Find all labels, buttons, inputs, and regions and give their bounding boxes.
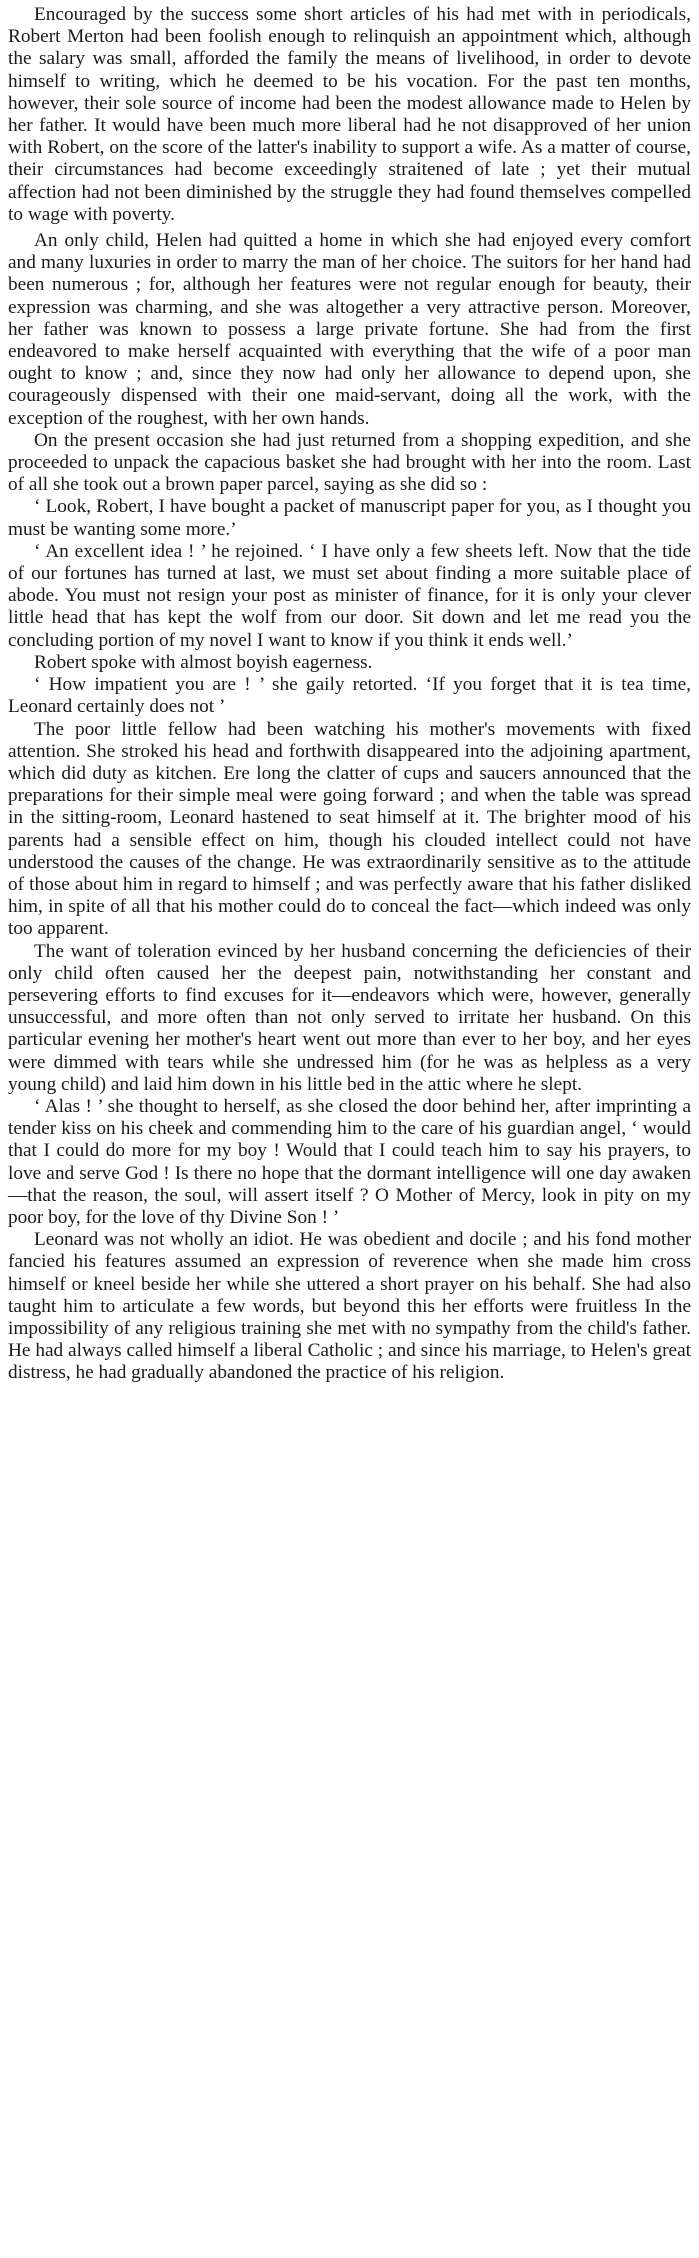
paragraph-4: ‘ Look, Robert, I have bought a packet of manuscript paper for you, as I thought you must be wanting some more.’ bbox=[8, 496, 691, 540]
paragraph-11: Leonard was not wholly an idiot. He was obedient and docile ; and his fond mother fancied his features assumed an expression of reverence when she made him cross himself or kneel beside her while she uttered a short prayer on his behalf. She had also taught him to articulate a few words, but beyond this her efforts were fruitless In the impossibility of any religious training she met with no sympathy from the child's father. He had always called himself a liberal Catholic ; and since his marriage, to Helen's great distress, he had gradually abandoned the practice of his religion. bbox=[8, 1229, 691, 1384]
paragraph-10: ‘ Alas ! ’ she thought to herself, as she closed the door behind her, after imprinting a tender kiss on his cheek and commending him to the care of his guardian angel, ‘ would that I could do more for my boy ! Would that I could teach him to say his prayers, to love and serve God ! Is there no hope that the dormant intelligence will one day awaken—that the reason, the soul, will assert itself ? O Mother of Mercy, look in pity on my poor boy, for the love of thy Divine Son ! ’ bbox=[8, 1095, 691, 1228]
paragraph-9: The want of toleration evinced by her husband concerning the deficiencies of their only child often caused her the deepest pain, notwithstanding her constant and persevering efforts to find excuses for it—endeavors which were, however, generally unsuccessful, and more often than not only served to irritate her husband. On this particular evening her mother's heart went out more than ever to her boy, and her eyes were dimmed with tears while she undressed him (for he was as helpless as a very young child) and laid him down in his little bed in the attic where he slept. bbox=[8, 940, 691, 1095]
paragraph-2: An only child, Helen had quitted a home in which she had enjoyed every comfort and many luxuries in order to marry the man of her choice. The suitors for her hand had been numerous ; for, although her features were not regular enough for beauty, their expression was charming, and she was altogether a very attractive person. Moreover, her father was known to possess a large private fortune. She had from the first endeavored to make herself acquainted with everything that the wife of a poor man ought to know ; and, since they now had only her allowance to depend upon, she courageously dispensed with their one maid-servant, doing all the work, with the exception of the roughest, with her own hands. bbox=[8, 230, 691, 429]
paragraph-7: ‘ How impatient you are ! ’ she gaily retorted. ‘If you forget that it is tea time, Leonard certainly does not ’ bbox=[8, 674, 691, 718]
paragraph-6: Robert spoke with almost boyish eagerness. bbox=[34, 651, 373, 673]
paragraph-1: Encouraged by the success some short articles of his had met with in periodicals, Robert Merton had been foolish enough to relinquish an appointment which, although the salary was small, afforded the family the means of livelihood, in order to devote himself to writing, which he deemed to be his vocation. For the past ten months, however, their sole source of income had been the modest allowance made to Helen by her father. It would have been much more liberal had he not disapproved of her union with Robert, on the score of the latter's inability to support a wife. As a matter of course, their circumstances had become exceedingly straitened of late ; yet their mutual affection had not been diminished by the struggle they had found themselves compelled to wage with poverty. bbox=[8, 4, 691, 225]
paragraph-8: The poor little fellow had been watching his mother's movements with fixed attention. She stroked his head and forthwith disappeared into the adjoining apartment, which did duty as kitchen. Ere long the clatter of cups and saucers announced that the preparations for their simple meal were going forward ; and when the table was spread in the sitting-room, Leonard hastened to seat himself at it. The brighter mood of his parents had a sensible effect on him, though his clouded intellect could not have understood the causes of the change. He was extraordinarily sensitive as to the attitude of those about him in regard to himself ; and was perfectly aware that his father disliked him, in spite of all that his mother could do to conceal the fact—which indeed was only too apparent. bbox=[8, 718, 691, 940]
paragraph-5: ‘ An excellent idea ! ’ he rejoined. ‘ I have only a few sheets left. Now that the tide of our fortunes has turned at last, we must set about finding a more suitable place of abode. You must not resign your post as minister of finance, for it is only your clever little head that has kept the wolf from our door. Sit down and let me read you the concluding portion of my novel I want to know if you think it ends well.’ bbox=[8, 540, 691, 651]
paragraph-3: On the present occasion she had just returned from a shopping expedition, and she proceeded to unpack the capacious basket she had brought with her into the room. Last of all she took out a brown paper parcel, saying as she did so : bbox=[8, 429, 691, 496]
